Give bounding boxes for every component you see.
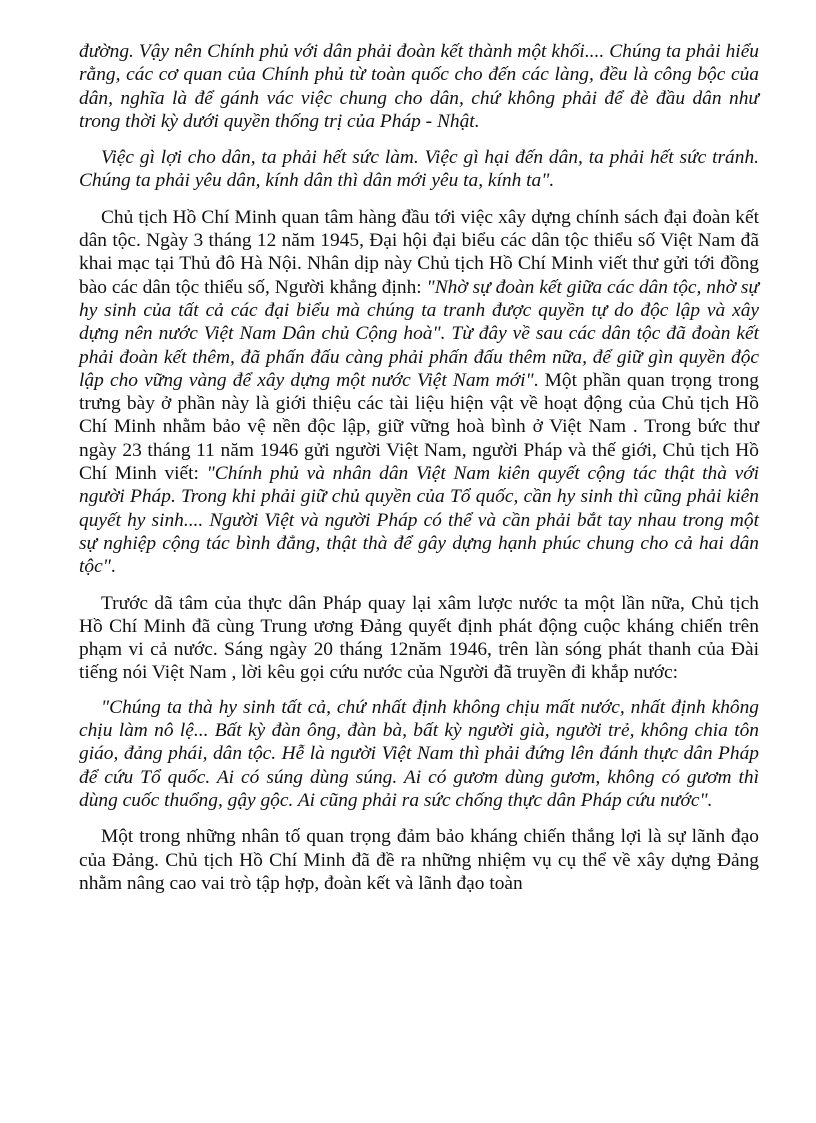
text-paragraph-end: . [110,556,116,578]
quote-ethnic-congress-letter: "Nhờ sự đoàn kết giữa các dân tộc, nhờ sự hy sinh của tất cả các đại biểu mà chúng ta tranh được quyền tự do độc lập và xây dựng nên nước Việt Nam Dân chủ Cộng hoà". Từ đây về sau các dân tộc đã đoàn kết phải đoàn kết thêm, đã phấn đấu càng phải phấn đấu thêm nữa, để giữ gìn quyền độc lập cho vững vàng để xây dựng một nước Việt Nam mới" [79,276,759,391]
paragraph-quote-serve-people: Việc gì lợi cho dân, ta phải hết sức làm. Việc gì hại đến dân, ta phải hết sức tránh. Chúng ta phải yêu dân, kính dân thì dân mới yêu ta, kính ta". [79,147,759,192]
paragraph-quote-national-resistance: "Chúng ta thà hy sinh tất cả, chứ nhất định không chịu mất nước, nhất định không chịu làm nô lệ... Bất kỳ đàn ông, đàn bà, bất kỳ người già, người trẻ, không chia tôn giáo, đảng phái, dân tộc. Hễ là người Việt Nam thì phải đứng lên đánh thực dân Pháp để cứu Tổ quốc. Ai có súng dùng súng. Ai có gươm dùng gươm, không có gươm thì dùng cuốc thuổng, gậy gộc. Ai cũng phải ra sức chống thực dân Pháp cứu nước". [79,696,759,811]
quote-letter-23-november-1946: "Chính phủ và nhân dân Việt Nam kiên quyết cộng tác thật thà với người Pháp. Trong khi phải giữ chủ quyền của Tổ quốc, cần hy sinh thì cũng phải kiên quyết hy sinh.... Người Việt và người Pháp có thể và cần phải bắt tay nhau trong một sự nghiệp cộng tác bình đẳng, thật thà để gây dựng hạnh phúc chung cho cả hai dân tộc" [79,463,759,578]
text-peace-defense: . Một phần quan trọng trong trưng bày ở phần này là giới thiệu các tài liệu hiện vật về hoạt động của Chủ tịch Hồ Chí Minh nhằm bảo vệ nền độc lập, giữ vững hoà bình ở Việt Nam . Trong bức thư ngày 23 tháng 11 năm 1946 gửi người Việt Nam, người Pháp và thế giới, Chủ tịch Hồ Chí Minh viết: [79,369,759,485]
paragraph-resistance-call: Trước dã tâm của thực dân Pháp quay lại xâm lược nước ta một lần nữa, Chủ tịch Hồ Chí Minh đã cùng Trung ương Đảng quyết định phát động cuộc kháng chiến trên phạm vi cả nước. Sáng ngày 20 tháng 12năm 1946, trên làn sóng phát thanh của Đài tiếng nói Việt Nam , lời kêu gọi cứu nước của Người đã truyền đi khắp nước: [79,592,759,684]
document-page [79,40,759,895]
text-national-unity-intro: Chủ tịch Hồ Chí Minh quan tâm hàng đầu tới việc xây dựng chính sách đại đoàn kết dân tộc. Ngày 3 tháng 12 năm 1945, Đại hội đại biểu các dân tộc thiểu số Việt Nam đã khai mạc tại Thủ đô Hà Nội. Nhân dịp này Chủ tịch Hồ Chí Minh viết thư gửi tới đồng bào các dân tộc thiểu số, Người khẳng định: [79,206,759,298]
paragraph-party-leadership: Một trong những nhân tố quan trọng đảm bảo kháng chiến thắng lợi là sự lãnh đạo của Đảng. Chủ tịch Hồ Chí Minh đã đề ra những nhiệm vụ cụ thể về xây dựng Đảng nhằm nâng cao vai trò tập hợp, đoàn kết và lãnh đạo toàn [79,826,759,894]
paragraph-quote-government-unity: đường. Vậy nên Chính phủ với dân phải đoàn kết thành một khối.... Chúng ta phải hiểu rằng, các cơ quan của Chính phủ từ toàn quốc cho đến các làng, đều là công bộc của dân, nghĩa là để gánh vác việc chung cho dân, chứ không phải để đè đầu dân như trong thời kỳ dưới quyền thống trị của Pháp - Nhật. [79,41,759,132]
paragraph-national-unity [79,206,759,579]
